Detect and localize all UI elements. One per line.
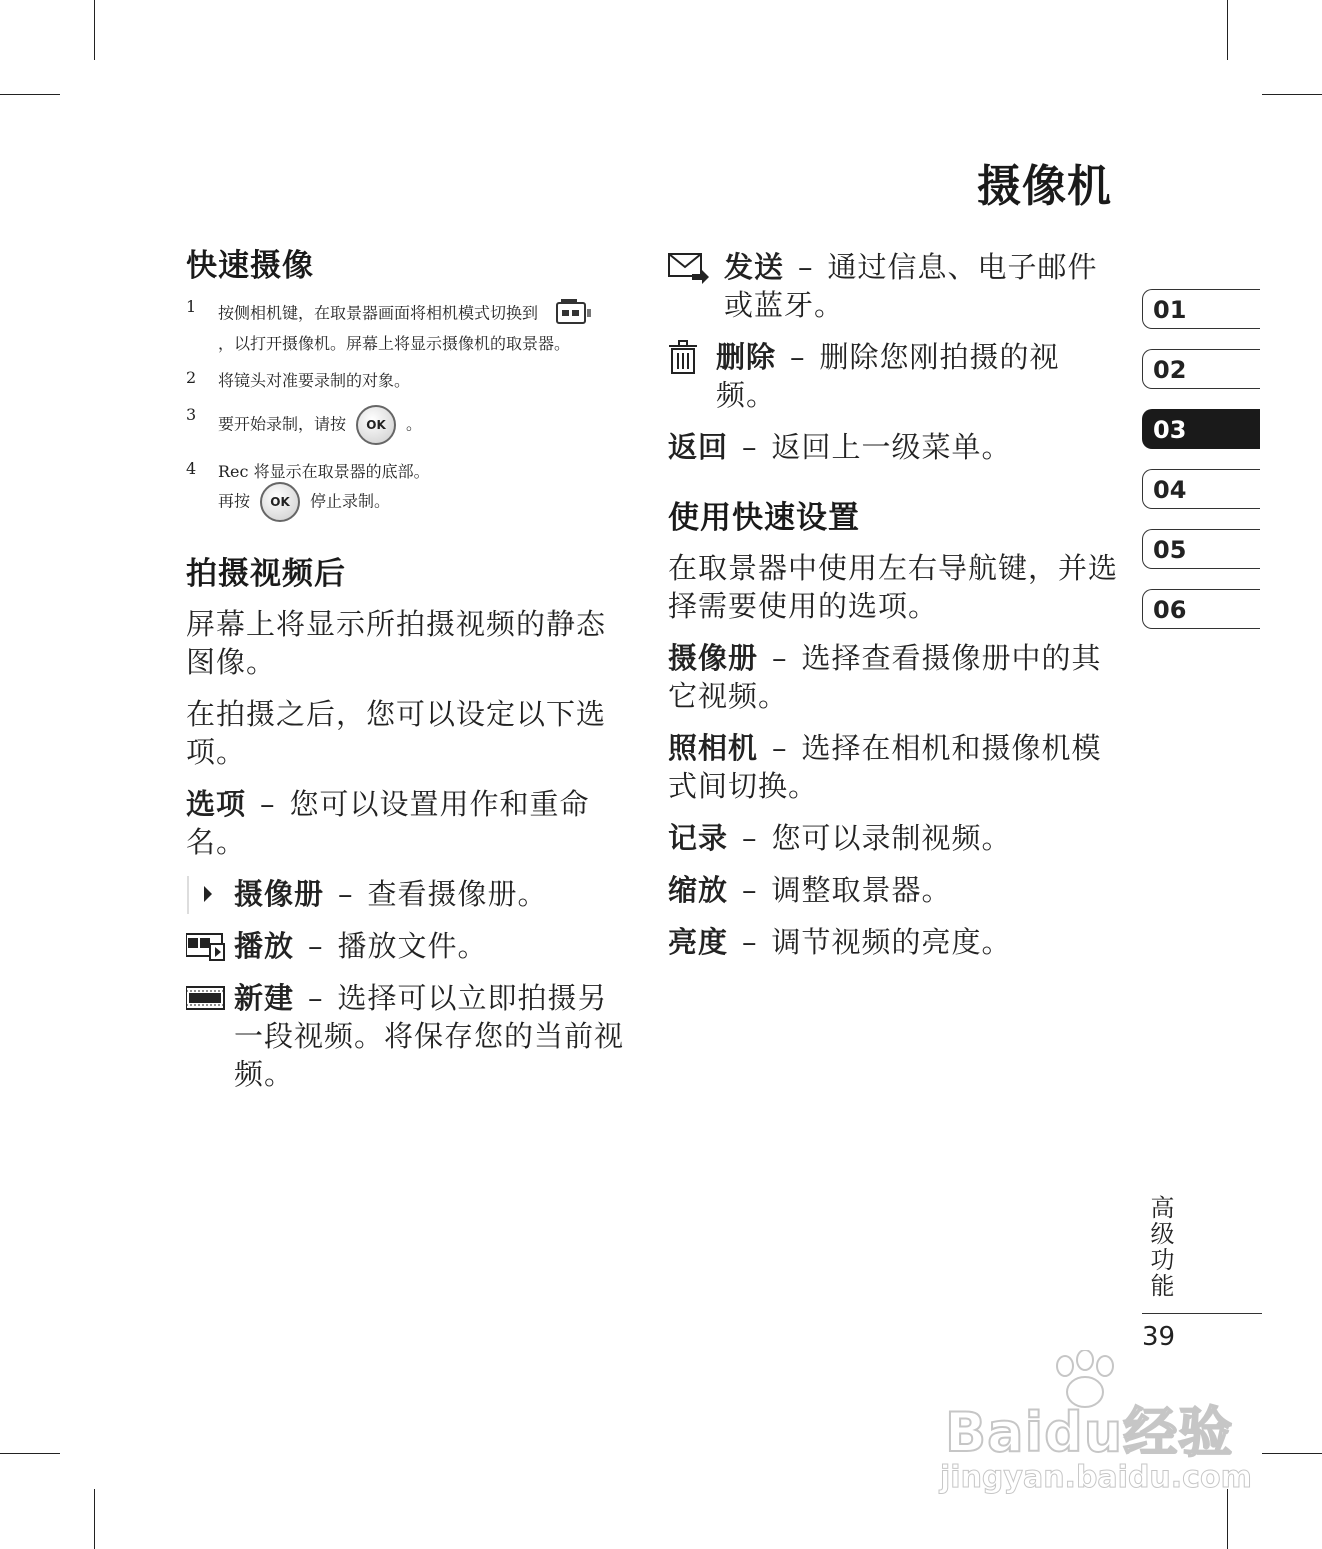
options-term: 选项 <box>186 787 247 821</box>
setting-desc: 调节视频的亮度。 <box>771 925 1012 959</box>
step-number: 3 <box>186 405 197 424</box>
page-title: 摄像机 <box>977 161 1112 212</box>
step-number: 4 <box>186 459 197 478</box>
tab-03[interactable]: 03 <box>1142 409 1260 449</box>
album-term: 摄像册 <box>234 877 325 911</box>
after-record-para1: 屏幕上将显示所拍摄视频的静态图像。 <box>186 607 607 679</box>
dash: – <box>798 250 814 284</box>
ok-key-icon: OK <box>260 482 300 522</box>
step-text-before: 按侧相机键，在取景器画面将相机模式切换到 <box>218 303 539 323</box>
dash: – <box>742 430 758 464</box>
setting-desc: 选择查看摄像册中的其它视频。 <box>668 641 1102 713</box>
crop-mark <box>0 94 60 95</box>
film-strip-icon <box>186 979 234 1017</box>
setting-item-zoom <box>668 871 1118 909</box>
dash: – <box>308 981 324 1015</box>
step-text <box>218 405 626 445</box>
delete-item <box>668 338 1118 414</box>
watermark-sub: jingyan.baidu.com <box>940 1460 1252 1495</box>
step-text-after: 停止录制。 <box>310 491 391 511</box>
dash: – <box>742 925 758 959</box>
step-text <box>218 459 626 522</box>
new-text <box>234 979 626 1093</box>
dash: – <box>308 929 324 963</box>
after-record-heading: 拍摄视频后 <box>186 556 346 592</box>
after-record-para2: 在拍摄之后，您可以设定以下选项。 <box>186 697 607 769</box>
send-item <box>668 248 1118 324</box>
setting-desc: 调整取景器。 <box>771 873 952 907</box>
crop-mark <box>1227 0 1228 60</box>
tab-02[interactable]: 02 <box>1142 349 1260 389</box>
album-desc: 查看摄像册。 <box>367 877 548 911</box>
page-number-rule <box>1142 1313 1262 1314</box>
camcorder-mode-icon <box>554 297 594 331</box>
after-record-section <box>186 548 626 1093</box>
new-desc: 选择可以立即拍摄另一段视频。将保存您的当前视频。 <box>234 981 625 1091</box>
dash: – <box>338 877 354 911</box>
crop-mark <box>94 0 95 60</box>
dash: – <box>772 731 788 765</box>
right-column <box>668 248 1118 975</box>
setting-term: 照相机 <box>668 731 759 765</box>
options-item <box>186 785 626 861</box>
play-desc: 播放文件。 <box>337 929 488 963</box>
step-text-after: 。 <box>406 414 423 434</box>
watermark-main: Baidu经验 <box>945 1401 1234 1464</box>
send-text <box>724 248 1118 324</box>
delete-text <box>716 338 1118 414</box>
left-column <box>186 240 626 1107</box>
new-term: 新建 <box>234 981 295 1015</box>
step-4 <box>186 459 626 522</box>
page-number: 39 <box>1142 1322 1176 1352</box>
setting-item-brightness <box>668 923 1118 961</box>
quick-record-heading: 快速摄像 <box>186 248 314 284</box>
play-term: 播放 <box>234 929 295 963</box>
tab-05[interactable]: 05 <box>1142 529 1260 569</box>
dash: – <box>790 340 806 374</box>
dash: – <box>260 787 276 821</box>
setting-item-album <box>668 639 1118 715</box>
step-text-line1: Rec 将显示在取景器的底部。 <box>218 462 430 481</box>
step-3 <box>186 405 626 445</box>
trash-icon <box>668 338 716 376</box>
step-text-before: 要开始录制，请按 <box>218 414 347 434</box>
crop-mark <box>1262 94 1322 95</box>
back-desc: 返回上一级菜单。 <box>771 430 1012 464</box>
crop-mark <box>1262 1453 1322 1454</box>
dash: – <box>772 641 788 675</box>
setting-desc: 您可以录制视频。 <box>771 821 1012 855</box>
setting-term: 记录 <box>668 821 729 855</box>
setting-item-record <box>668 819 1118 857</box>
back-term: 返回 <box>668 430 729 464</box>
play-file-icon <box>186 927 234 965</box>
tab-06[interactable]: 06 <box>1142 589 1260 629</box>
send-term: 发送 <box>724 250 785 284</box>
ok-key-icon: OK <box>356 405 396 445</box>
quick-settings-intro: 在取景器中使用左右导航键，并选择需要使用的选项。 <box>668 551 1119 623</box>
quick-settings-heading: 使用快速设置 <box>668 500 860 536</box>
tab-04[interactable]: 04 <box>1142 469 1260 509</box>
new-item <box>186 979 626 1093</box>
step-text <box>218 297 626 354</box>
step-text: 将镜头对准要录制的对象。 <box>218 371 411 390</box>
play-text <box>234 927 626 965</box>
step-number: 2 <box>186 368 197 387</box>
setting-desc: 选择在相机和摄像机模式间切换。 <box>668 731 1102 803</box>
crop-mark <box>0 1453 60 1454</box>
quick-settings-section <box>668 492 1118 961</box>
baidu-watermark <box>930 1350 1250 1510</box>
back-item <box>668 428 1118 466</box>
crop-mark <box>94 1489 95 1549</box>
step-text-before: 再按 <box>218 491 251 511</box>
envelope-send-icon <box>668 248 724 286</box>
delete-term: 删除 <box>716 340 777 374</box>
album-text <box>234 875 626 913</box>
step-1 <box>186 297 626 354</box>
dash: – <box>742 873 758 907</box>
album-item <box>186 875 626 913</box>
step-text-after: ，以打开摄像机。屏幕上将显示摄像机的取景器。 <box>218 334 571 353</box>
setting-term: 缩放 <box>668 873 729 907</box>
setting-term: 摄像册 <box>668 641 759 675</box>
setting-item-camera <box>668 729 1118 805</box>
options-desc: 您可以设置用作和重命名。 <box>186 787 590 859</box>
arrow-right-icon <box>186 875 234 913</box>
chapter-label: 高级功能 <box>1146 1195 1174 1299</box>
setting-term: 亮度 <box>668 925 729 959</box>
step-number: 1 <box>186 297 197 316</box>
tab-01[interactable]: 01 <box>1142 289 1260 329</box>
step-2 <box>186 368 626 391</box>
delete-desc: 删除您刚拍摄的视频。 <box>716 340 1060 412</box>
play-item <box>186 927 626 965</box>
dash: – <box>742 821 758 855</box>
send-desc: 通过信息、电子邮件或蓝牙。 <box>724 250 1098 322</box>
